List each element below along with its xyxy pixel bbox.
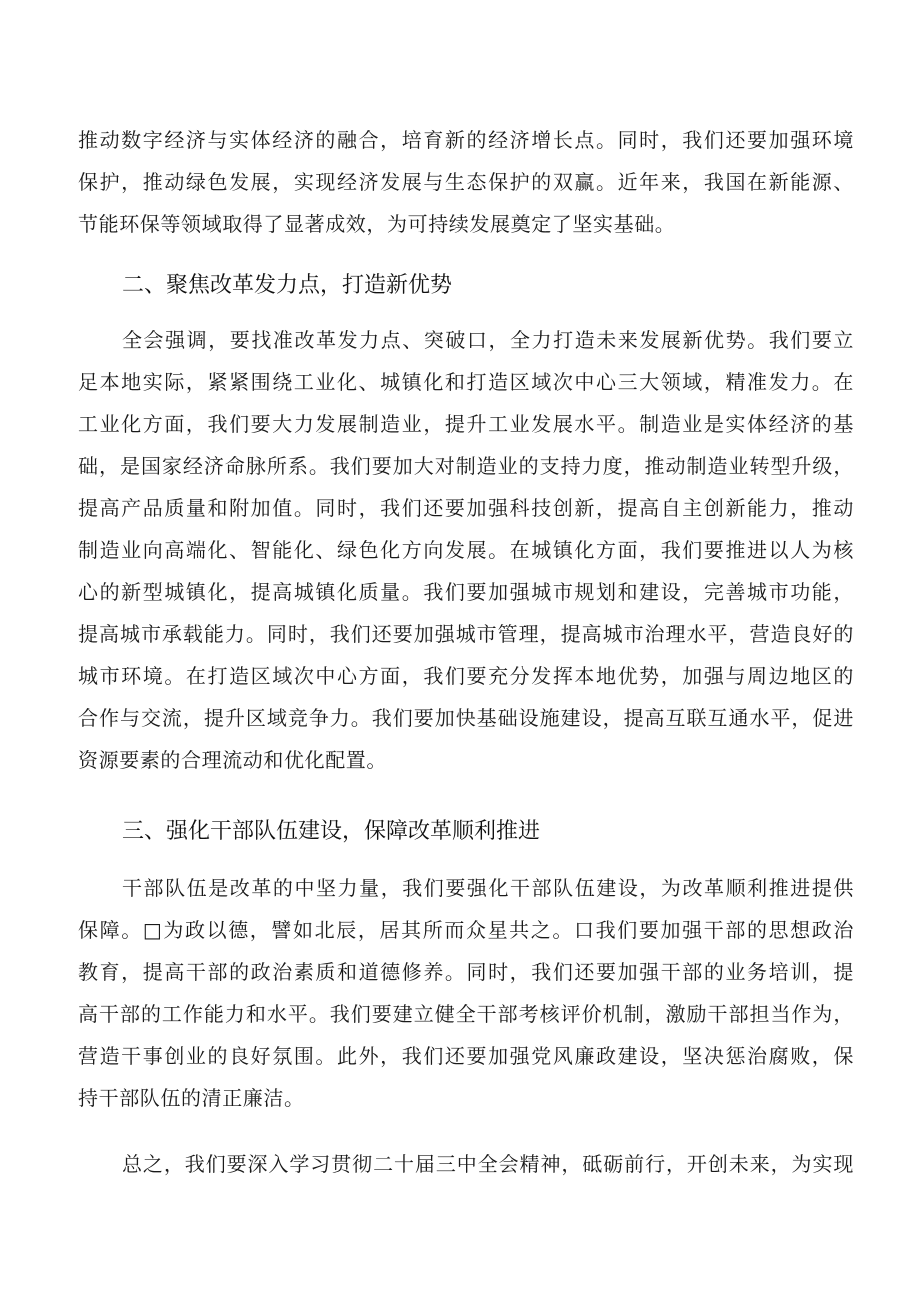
paragraph-line: 高干部的工作能力和水平。我们要建立健全干部考核评价机制，激励干部担当作为， (78, 1002, 854, 1026)
paragraph-line: 提高城市承载能力。同时，我们还要加强城市管理，提高城市治理水平，营造良好的 (78, 622, 854, 646)
paragraph-line: 推动数字经济与实体经济的融合，培育新的经济增长点。同时，我们还要加强环境 (78, 128, 854, 152)
paragraph-line: 足本地实际，紧紧围绕工业化、城镇化和打造区域次中心三大领域，精准发力。在 (78, 370, 854, 394)
paragraph-line: 总之，我们要深入学习贯彻二十届三中全会精神，砥砺前行，开创未来，为实现 (122, 1152, 854, 1176)
paragraph-line: 保障。□为政以德，譬如北辰，居其所而众星共之。口我们要加强干部的思想政治 (78, 918, 854, 942)
paragraph-line: 提高产品质量和附加值。同时，我们还要加强科技创新，提高自主创新能力，推动 (78, 496, 854, 520)
paragraph-line: 营造干事创业的良好氛围。此外，我们还要加强党风廉政建设，坚决惩治腐败，保 (78, 1044, 854, 1068)
paragraph-line: 持干部队伍的清正廉洁。 (78, 1086, 305, 1110)
paragraph-line: 全会强调，要找准改革发力点、突破口，全力打造未来发展新优势。我们要立 (122, 328, 854, 352)
paragraph-line: 础，是国家经济命脉所系。我们要加大对制造业的支持力度，推动制造业转型升级， (78, 454, 854, 478)
paragraph-line: 教育，提高干部的政治素质和道德修养。同时，我们还要加强干部的业务培训，提 (78, 960, 854, 984)
paragraph-line: 制造业向高端化、智能化、绿色化方向发展。在城镇化方面，我们要推进以人为核 (78, 538, 854, 562)
section-heading-3: 三、强化干部队伍建设，保障改革顺利推进 (122, 819, 541, 844)
section-heading-2: 二、聚焦改革发力点，打造新优势 (122, 273, 453, 298)
paragraph-line: 城市环境。在打造区域次中心方面，我们要充分发挥本地优势，加强与周边地区的 (78, 664, 854, 688)
paragraph-line: 工业化方面，我们要大力发展制造业，提升工业发展水平。制造业是实体经济的基 (78, 412, 854, 436)
paragraph-line: 节能环保等领域取得了显著成效，为可持续发展奠定了坚实基础。 (78, 212, 676, 236)
paragraph-line: 合作与交流，提升区域竞争力。我们要加快基础设施建设，提高互联互通水平，促进 (78, 706, 854, 730)
paragraph-line: 干部队伍是改革的中坚力量，我们要强化干部队伍建设，为改革顺利推进提供 (122, 876, 854, 900)
paragraph-line: 资源要素的合理流动和优化配置。 (78, 748, 387, 772)
paragraph-line: 保护，推动绿色发展，实现经济发展与生态保护的双赢。近年来，我国在新能源、 (78, 170, 854, 194)
paragraph-line: 心的新型城镇化，提高城镇化质量。我们要加强城市规划和建设，完善城市功能， (78, 580, 854, 604)
